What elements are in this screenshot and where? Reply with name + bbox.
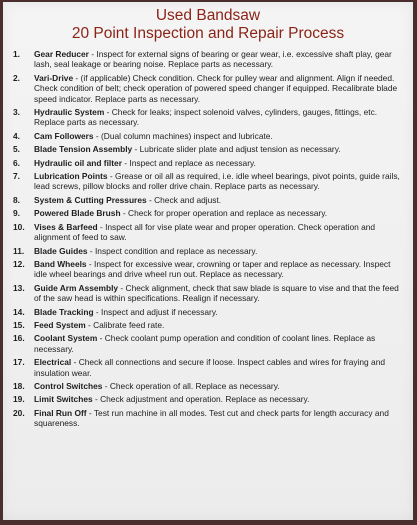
list-item	[3, 381, 405, 391]
title-line-1: Used Bandsaw	[155, 7, 261, 24]
step-text: - Inspect and replace as necessary.	[121, 157, 256, 168]
step-number: 18.	[13, 380, 25, 391]
step-number: 16.	[13, 333, 25, 344]
step-term: Band Wheels	[34, 258, 87, 269]
step-term: Vises & Barfeed	[34, 221, 98, 232]
step-text: - (if applicable) Check condition. Check for pulley wear and alignment. Align if needed. Check condition of belt; check operation of powered speed changer if equipped. Recalibrate blade speed indicator. Replace parts as necessary.	[34, 72, 398, 104]
step-text: - Check coolant pump operation and condition of coolant lines. Replace as necessary.	[34, 333, 376, 354]
step-term: Limit Switches	[34, 394, 93, 405]
step-number: 11.	[13, 245, 25, 256]
list-item	[3, 195, 405, 205]
step-text: - Check for proper operation and replace as necessary.	[120, 208, 328, 219]
step-text: - Calibrate feed rate.	[85, 319, 165, 330]
step-number: 3.	[13, 107, 20, 118]
step-term: Cam Followers	[34, 130, 94, 141]
step-text: - Grease or oil all as required, i.e. idle wheel bearings, pivot points, guide rails, lead screws, pillow blocks and roller drive chain. Replace parts as necessary.	[34, 171, 400, 192]
step-text: - (Dual column machines) inspect and lubricate.	[93, 130, 273, 141]
step-text: - Inspect for excessive wear, crowning or taper and replace as necessary. Inspect idle wheel bearings and drive wheel run out. Replace as necessary.	[34, 258, 391, 280]
step-number: 9.	[13, 208, 20, 219]
inspection-steps-list	[3, 49, 413, 429]
step-number: 1.	[13, 49, 20, 59]
list-item	[3, 320, 405, 330]
step-number: 12.	[13, 258, 25, 269]
list-item	[3, 171, 405, 192]
document-heading	[3, 2, 413, 43]
step-term: Blade Guides	[34, 245, 88, 256]
step-text: - Check and adjust.	[146, 194, 222, 205]
step-term: Powered Blade Brush	[34, 208, 121, 219]
list-item	[3, 158, 405, 168]
step-term: Hydraulic oil and filter	[34, 157, 122, 168]
step-text: - Inspect for external signs of bearing or gear wear, i.e. excessive shaft play, gear lash, seal leakage or bearing noise. Replace parts as necessary.	[34, 49, 392, 70]
step-text: - Check all connections and secure if loose. Inspect cables and wires for fraying and insulation wear.	[34, 357, 386, 378]
list-item	[3, 408, 405, 429]
step-number: 6.	[13, 157, 20, 168]
step-text: - Inspect and adjust if necessary.	[93, 306, 218, 317]
title-line-2: 20 Point Inspection and Repair Process	[71, 25, 345, 42]
step-number: 13.	[13, 282, 25, 293]
list-item	[3, 283, 405, 304]
step-text: - Check alignment, check that saw blade is square to vise and that the feed of the saw head is within specifications. Realign if necessary.	[34, 282, 399, 304]
step-term: Hydraulic System	[34, 107, 105, 118]
step-term: Blade Tension Assembly	[34, 144, 133, 155]
step-number: 15.	[13, 319, 25, 330]
step-text: - Test run machine in all modes. Test cut and check parts for length accuracy and squareness.	[34, 407, 389, 429]
step-term: Vari-Drive	[34, 72, 74, 83]
list-item	[3, 307, 405, 317]
list-item	[3, 73, 405, 104]
step-term: Final Run Off	[34, 407, 87, 418]
list-item	[3, 144, 405, 154]
step-number: 5.	[13, 144, 20, 155]
list-item	[3, 333, 405, 354]
step-text: - Lubricate slider plate and adjust tension as necessary.	[132, 144, 341, 155]
step-term: Guide Arm Assembly	[34, 282, 119, 293]
list-item	[3, 394, 405, 404]
step-number: 2.	[13, 72, 20, 83]
list-item	[3, 246, 405, 256]
step-text: - Inspect all for vise plate wear and proper operation. Check operation and alignment of feed to saw.	[34, 221, 376, 243]
list-item	[3, 131, 405, 141]
step-text: - Inspect condition and replace as necessary.	[87, 245, 258, 256]
step-number: 10.	[13, 221, 25, 232]
list-item	[3, 208, 405, 218]
list-item	[3, 49, 405, 70]
list-item	[3, 259, 405, 280]
step-term: Gear Reducer	[34, 49, 89, 59]
step-text: - Check adjustment and operation. Replace as necessary.	[92, 394, 310, 405]
step-number: 14.	[13, 306, 25, 317]
list-item	[3, 357, 405, 378]
step-term: Electrical	[34, 357, 72, 368]
step-term: Coolant System	[34, 333, 98, 344]
step-number: 7.	[13, 171, 20, 182]
step-term: Control Switches	[34, 380, 103, 391]
list-item	[3, 222, 405, 243]
step-text: - Check operation of all. Replace as necessary.	[102, 380, 280, 391]
step-number: 17.	[13, 357, 25, 368]
step-number: 19.	[13, 394, 25, 405]
step-number: 4.	[13, 130, 20, 141]
step-term: Lubrication Points	[34, 171, 108, 182]
step-number: 8.	[13, 194, 20, 205]
step-text: - Check for leaks; inspect solenoid valves, cylinders, gauges, fittings, etc. Replace parts as necessary.	[34, 107, 378, 128]
step-term: Feed System	[34, 319, 86, 330]
step-number: 20.	[13, 407, 25, 418]
list-item	[3, 107, 405, 128]
step-term: System & Cutting Pressures	[34, 194, 147, 205]
document-page	[3, 2, 413, 520]
step-term: Blade Tracking	[34, 306, 94, 317]
